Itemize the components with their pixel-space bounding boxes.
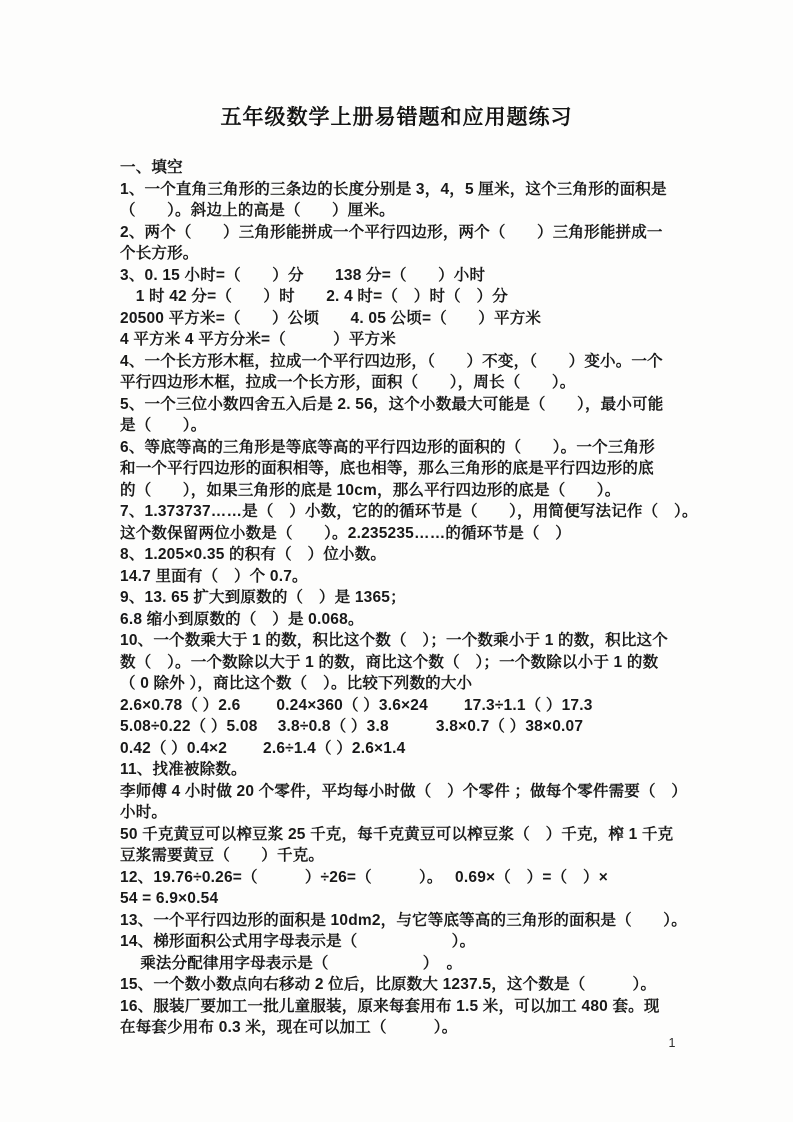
document-line: 数（ ）。一个数除以大于 1 的数，商比这个数（ ）；一个数除以小于 1 的数 [120, 653, 659, 671]
document-line: 这个数保留两位小数是（ ）。2.235235……的循环节是（ ） [120, 524, 572, 542]
document-line: 个长方形。 [120, 245, 199, 262]
document-line: 3、0. 15 小时=（ ）分 138 分=（ ）小时 [120, 266, 486, 284]
document-line: 小时。 [120, 804, 168, 821]
document-line: 4、一个长方形木框，拉成一个平行四边形，（ ）不变，（ ）变小。一个 [120, 352, 663, 370]
document-line: 5、一个三位小数四舍五入后是 2. 56，这个小数最大可能是（ ），最小可能 [120, 395, 664, 413]
document-line: 平行四边形木框，拉成一个长方形，面积（ ），周长（ ）。 [120, 374, 576, 391]
document-line: 6、等底等高的三角形是等底等高的平行四边形的面积的（ ）。一个三角形 [120, 438, 655, 456]
document-line: 16、服装厂要加工一批儿童服装，原来每套用布 1.5 米，可以加工 480 套。现 [120, 997, 660, 1015]
document-line: 乘法分配律用字母表示是（ ） 。 [120, 954, 463, 972]
document-line: 15、一个数小数点向右移动 2 位后，比原数大 1237.5，这个数是（ ）。 [120, 976, 657, 993]
document-line: （ 0 除外 ），商比这个数（ ）。比较下列数的大小 [120, 675, 473, 692]
document-line: 2.6×0.78（ ）2.6 0.24×360（ ）3.6×24 17.3÷1.1（ ）17.3 [120, 696, 593, 714]
document-line: 5.08÷0.22（ ）5.08 3.8÷0.8（ ）3.8 3.8×0.7（ ）38×0.07 [120, 718, 584, 735]
section-heading: 一、填空 [120, 159, 183, 176]
document-line: 50 千克黄豆可以榨豆浆 25 千克，每千克黄豆可以榨豆浆（ ）千克，榨 1 千克 [120, 825, 674, 843]
page-number: 1 [668, 1036, 676, 1050]
document-line: 1 时 42 分=（ ）时 2. 4 时=（ ）时（ ）分 [120, 288, 508, 305]
document-line: 10、一个数乘大于 1 的数，积比这个数（ ）；一个数乘小于 1 的数，积比这个 [120, 632, 668, 649]
document-body [120, 157, 710, 1039]
document-line: 11、找准被除数。 [120, 761, 247, 778]
document-line: 2、两个（ ）三角形能拼成一个平行四边形，两个（ ）三角形能拼成一 [120, 223, 663, 241]
document-line: 9、13. 65 扩大到原数的（ ）是 1365； [120, 589, 406, 606]
document-line: 7、1.373737……是（ ）小数，它的的循环节是（ ），用简便写法记作（ ）。 [120, 503, 698, 520]
document-line: 14.7 里面有（ ）个 0.7。 [120, 567, 308, 585]
document-line: 6.8 缩小到原数的（ ）是 0.068。 [120, 610, 364, 628]
document-line: 和一个平行四边形的面积相等，底也相等，那么三角形的底是平行四边形的底 [120, 460, 654, 477]
document-line: 豆浆需要黄豆（ ）千克。 [120, 847, 325, 864]
document-line: 李师傅 4 小时做 20 个零件，平均每小时做（ ）个零件 ；做每个零件需要（ ） [120, 782, 688, 800]
document-line: 0.42（ ）0.4×2 2.6÷1.4（ ）2.6×1.4 [120, 739, 406, 757]
document-line: 20500 平方米=（ ）公顷 4. 05 公顷=（ ）平方米 [120, 309, 542, 327]
document-line: 的（ ），如果三角形的底是 10cm，那么平行四边形的底是（ ）。 [120, 481, 621, 499]
page-title: 五年级数学上册易错题和应用题练习 [220, 106, 573, 129]
document-line: 是（ ）。 [120, 417, 207, 434]
document-line: （ ）。斜边上的高是（ ）厘米。 [120, 202, 395, 219]
document-line: 在每套少用布 0.3 米，现在可以加工（ ）。 [120, 1019, 458, 1036]
document-line: 54 = 6.9×0.54 [120, 890, 219, 907]
document-line: 12、19.76÷0.26=（ ）÷26=（ ）。 0.69×（ ）=（ ）× [120, 868, 608, 886]
document-line: 14、梯形面积公式用字母表示是（ ）。 [120, 933, 476, 950]
document-line: 13、一个平行四边形的面积是 10dm2，与它等底等高的三角形的面积是（ ）。 [120, 911, 687, 929]
document-line: 8、1.205×0.35 的积有（ ）位小数。 [120, 546, 387, 563]
document-line: 1、一个直角三角形的三条边的长度分别是 3，4，5 厘米，这个三角形的面积是 [120, 180, 667, 198]
document-line: 4 平方米 4 平方分米=（ ）平方米 [120, 331, 396, 348]
